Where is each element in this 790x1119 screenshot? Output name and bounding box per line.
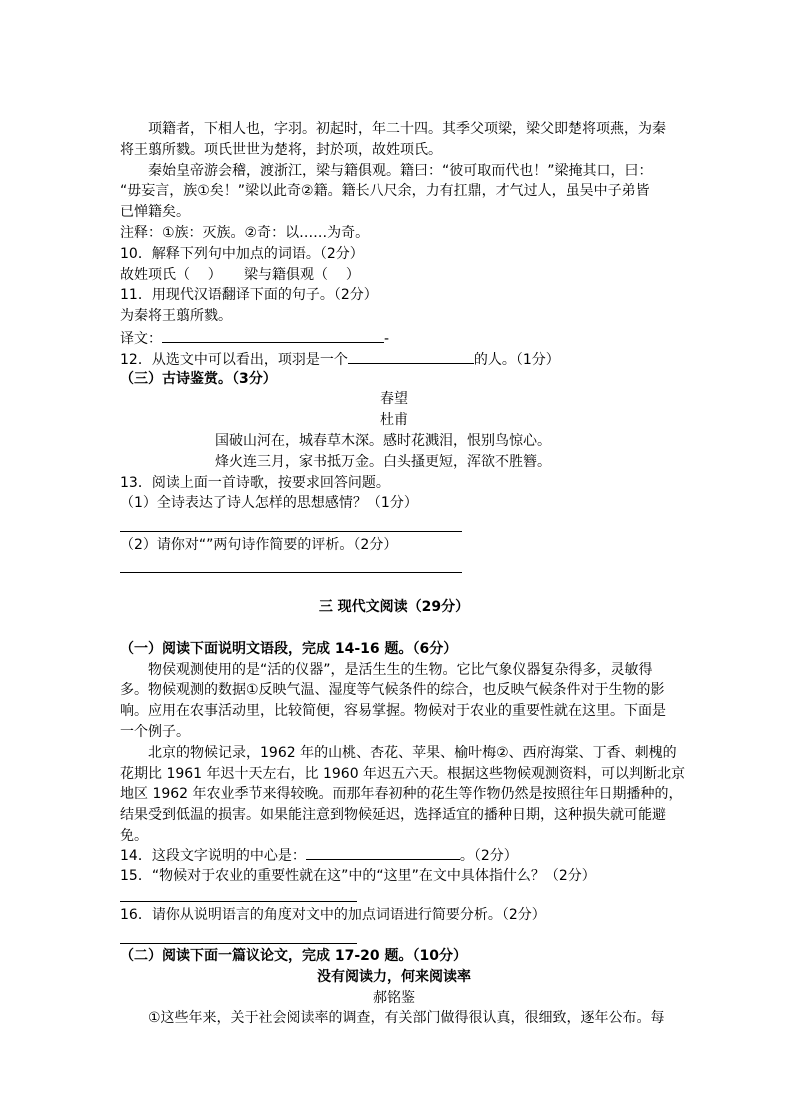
question-10: 10．解释下列句中加点的词语。（2分） <box>120 245 364 262</box>
poem-author: 杜甫 <box>380 412 408 429</box>
part-heading: （二）阅读下面一篇议论文，完成 17-20 题。（10分） <box>120 948 468 965</box>
question-12 <box>120 348 680 369</box>
passage-line: 秦始皇帝游会稽，渡浙江，梁与籍俱观。籍曰：“彼可取而代也！”梁掩其口，曰： <box>148 162 653 179</box>
answer-line[interactable] <box>120 926 357 944</box>
question-10-items: 故姓项氏（ ） 梁与籍俱观（ ） <box>120 266 360 283</box>
answer-line[interactable] <box>120 514 462 532</box>
question-11-sentence: 为秦将王翦所戮。 <box>120 308 232 325</box>
passage-line: 项籍者，下相人也，字羽。初起时，年二十四。其季父项梁，梁父即楚将项燕，为秦 <box>148 121 666 137</box>
passage-line: 地区 1962 年农业季节来得较晚。而那年春初种的花生等作物仍然是按照往年日期播种的， <box>120 786 683 803</box>
question-11: 11．用现代汉语翻译下面的句子。（2分） <box>120 287 378 304</box>
answer-blank[interactable] <box>348 348 474 364</box>
question-14-text: 14．这段文字说明的中心是： <box>120 847 306 864</box>
question-13-1: （1）全诗表达了诗人怎样的思想感情？（1分） <box>120 495 418 512</box>
poem-line: 烽火连三月，家书抵万金。白头搔更短，浑欲不胜簪。 <box>215 453 551 470</box>
passage-line: 已惮籍矣。 <box>120 204 190 221</box>
poem-title: 春望 <box>380 391 408 408</box>
passage-line: 物侯观测使用的是“活的仪器”，是活生生的生物。它比气象仪器复杂得多，灵敏得 <box>148 661 653 678</box>
question-12-text: 12．从选文中可以看出，项羽是一个 <box>120 351 348 368</box>
passage-line: 多。物候观测的数据①反映气温、湿度等气候条件的综合，也反映气候条件对于生物的影 <box>120 682 665 699</box>
passage-line: 结果受到低温的损害。如果能注意到物候延迟，选择适宜的播种日期，这种损失就可能避 <box>120 807 666 824</box>
article-author: 郝铭鉴 <box>373 989 415 1006</box>
passage-line: 一个例子。 <box>120 723 190 740</box>
answer-blank[interactable] <box>306 844 460 860</box>
passage-line: 花期比 1961 年迟十天左右，比 1960 年迟五六天。根据这些物候观测资料，可以判断北京 <box>120 765 686 782</box>
annotation: 注释：①族：灭族。②奇：以……为奇。 <box>120 224 370 241</box>
translation-label: 译文： <box>120 330 162 347</box>
question-12-points: 的人。（1分） <box>473 351 560 368</box>
section-heading: 三 现代文阅读（29分） <box>318 598 470 615</box>
question-11-answer <box>120 327 680 348</box>
article-title: 没有阅读力，何来阅读率 <box>317 968 471 985</box>
passage-line: 北京的物候记录，1962 年的山桃、杏花、苹果、榆叶梅②、西府海棠、丁香、刺槐的 <box>148 744 677 761</box>
answer-blank[interactable] <box>162 327 384 343</box>
poem-line: 国破山河在，城春草木深。感时花溅泪，恨别鸟惊心。 <box>215 432 551 449</box>
question-13: 13．阅读上面一首诗歌，按要求回答问题。 <box>120 474 390 491</box>
part-heading: （一）阅读下面说明文语段，完成 14-16 题。（6分） <box>120 640 458 657</box>
passage-line: 响。应用在农事活动里，比较简便，容易掌握。物候对于农业的重要性就在这里。下面是 <box>120 703 666 720</box>
answer-line[interactable] <box>120 886 357 902</box>
answer-line[interactable] <box>120 556 462 573</box>
passage-line: 将王翦所戮。项氏世世为楚将，封於项，故姓项氏。 <box>120 141 442 158</box>
exam-page <box>120 119 686 1029</box>
question-14 <box>120 844 680 865</box>
question-16: 16．请你从说明语言的角度对文中的加点词语进行简要分析。（2分） <box>120 907 546 924</box>
passage-line: 免。 <box>120 827 148 844</box>
question-13-2: （2）请你对“”两句诗作简要的评析。（2分） <box>120 537 398 554</box>
question-14-points: 。（2分） <box>459 847 518 864</box>
question-15: 15．“物候对于农业的重要性就在这”中的“这里”在文中具体指什么？（2分） <box>120 867 596 884</box>
passage-line: ①这些年来，关于社会阅读率的调查，有关部门做得很认真，很细致，逐年公布。每 <box>148 1010 665 1027</box>
trailing-mark: - <box>384 330 390 347</box>
section-heading: （三）古诗鉴赏。（3分） <box>120 370 277 387</box>
passage-line: “毋妄言，族①矣！”梁以此奇②籍。籍长八尺余，力有扛鼎，才气过人，虽吴中子弟皆 <box>120 183 650 200</box>
